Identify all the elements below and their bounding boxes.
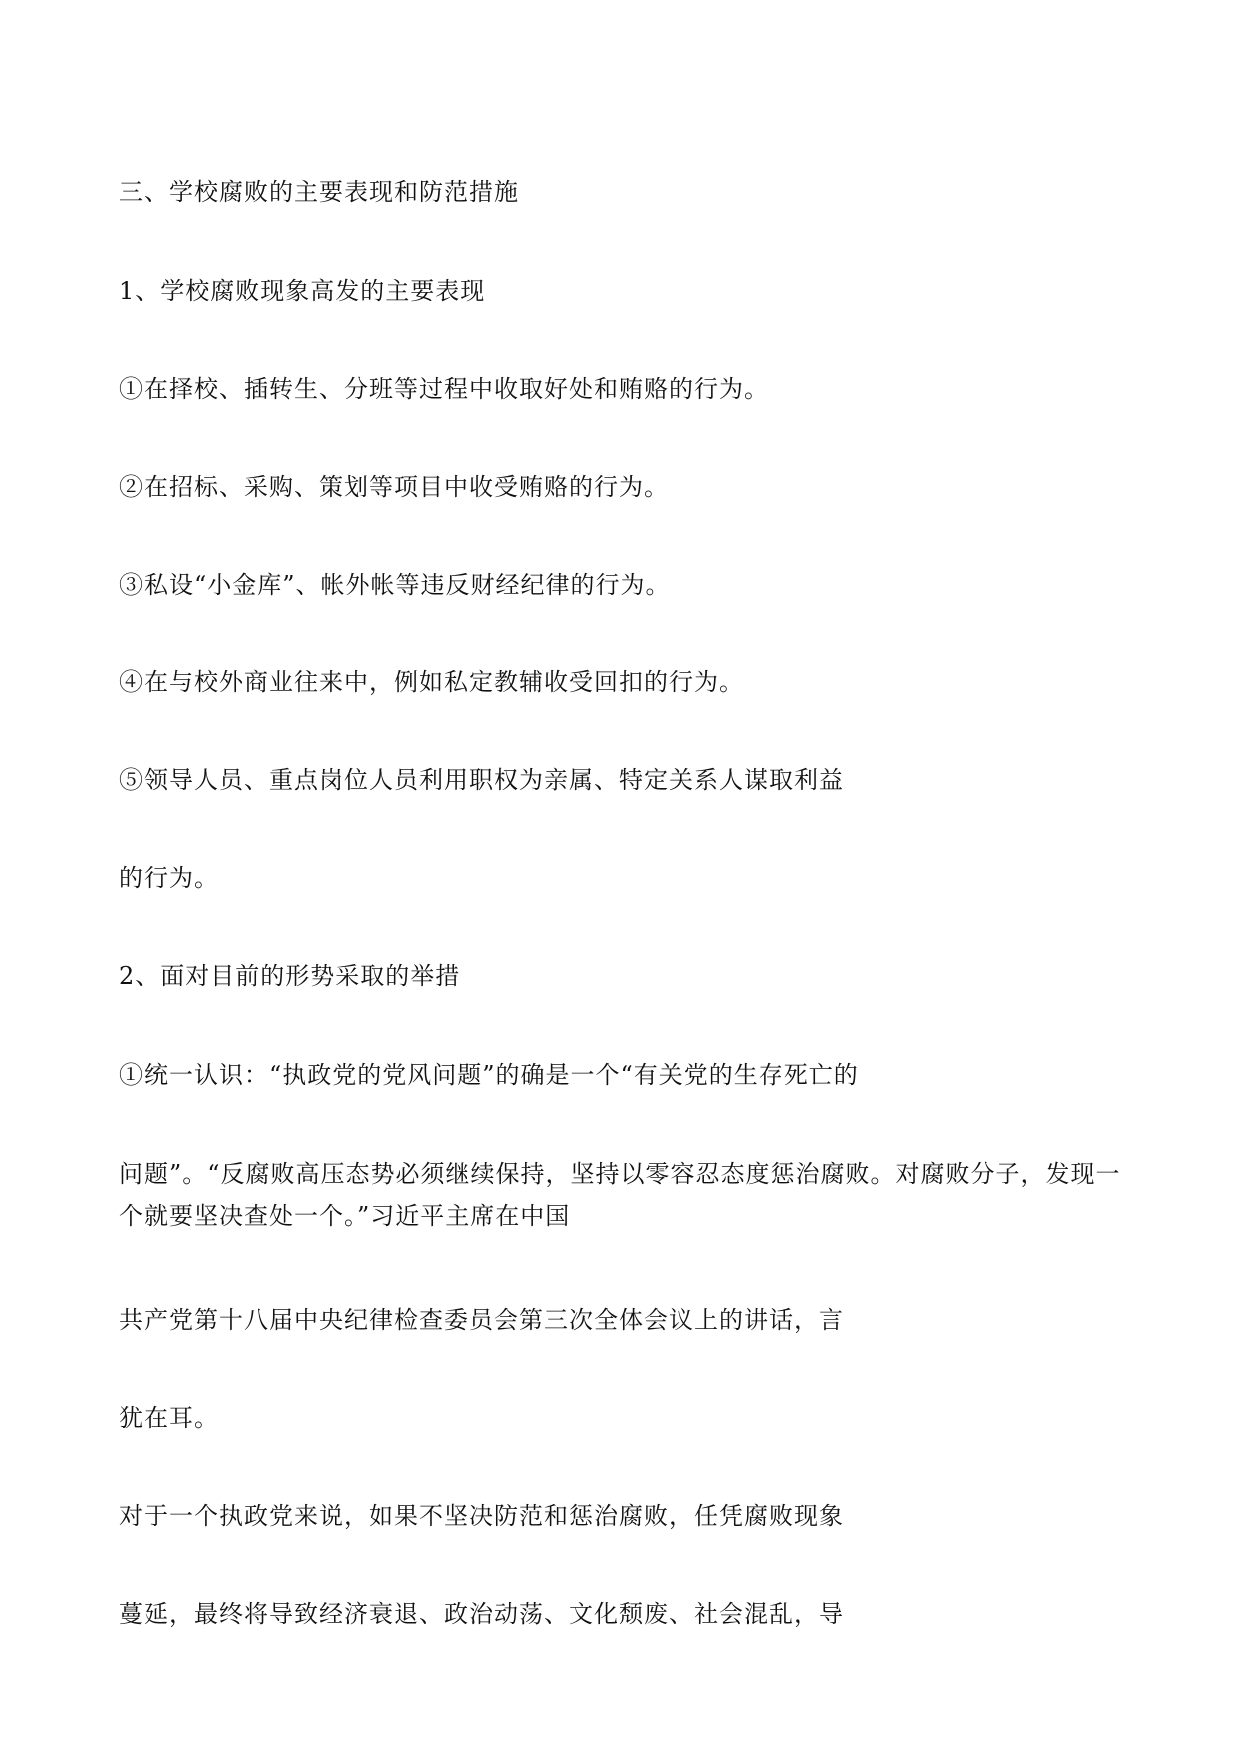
list-item: ①在择校、插转生、分班等过程中收取好处和贿赂的行为。 — [119, 375, 769, 403]
list-item: ④在与校外商业往来中，例如私定教辅收受回扣的行为。 — [119, 668, 744, 696]
paragraph-line: 共产党第十八届中央纪律检查委员会第三次全体会议上的讲话，言 — [119, 1306, 844, 1334]
paragraph-line: ①统一认识：“执政党的党风问题”的确是一个“有关党的生存死亡的 — [119, 1061, 859, 1089]
paragraph-line: 问题”。“反腐败高压态势必须继续保持，坚持以零容忍态度惩治腐败。对腐败分子，发现一个就要坚决查处一个。”习近平主席在中国 — [119, 1160, 1121, 1230]
list-item: ⑤领导人员、重点岗位人员利用职权为亲属、特定关系人谋取利益 — [119, 766, 844, 794]
list-item-continuation: 的行为。 — [119, 864, 219, 892]
section-heading: 三、学校腐败的主要表现和防范措施 — [119, 178, 519, 206]
paragraph-line: 蔓延，最终将导致经济衰退、政治动荡、文化颓废、社会混乱，导 — [119, 1600, 844, 1628]
paragraph-line: 犹在耳。 — [119, 1404, 219, 1432]
list-item: ②在招标、采购、策划等项目中收受贿赂的行为。 — [119, 473, 669, 501]
paragraph-line: 对于一个执政党来说，如果不坚决防范和惩治腐败，任凭腐败现象 — [119, 1502, 844, 1530]
subheading-main-manifestations: 1、学校腐败现象高发的主要表现 — [119, 277, 486, 305]
list-item: ③私设“小金库”、帐外帐等违反财经纪律的行为。 — [119, 571, 671, 599]
subheading-measures: 2、面对目前的形势采取的举措 — [119, 962, 461, 990]
